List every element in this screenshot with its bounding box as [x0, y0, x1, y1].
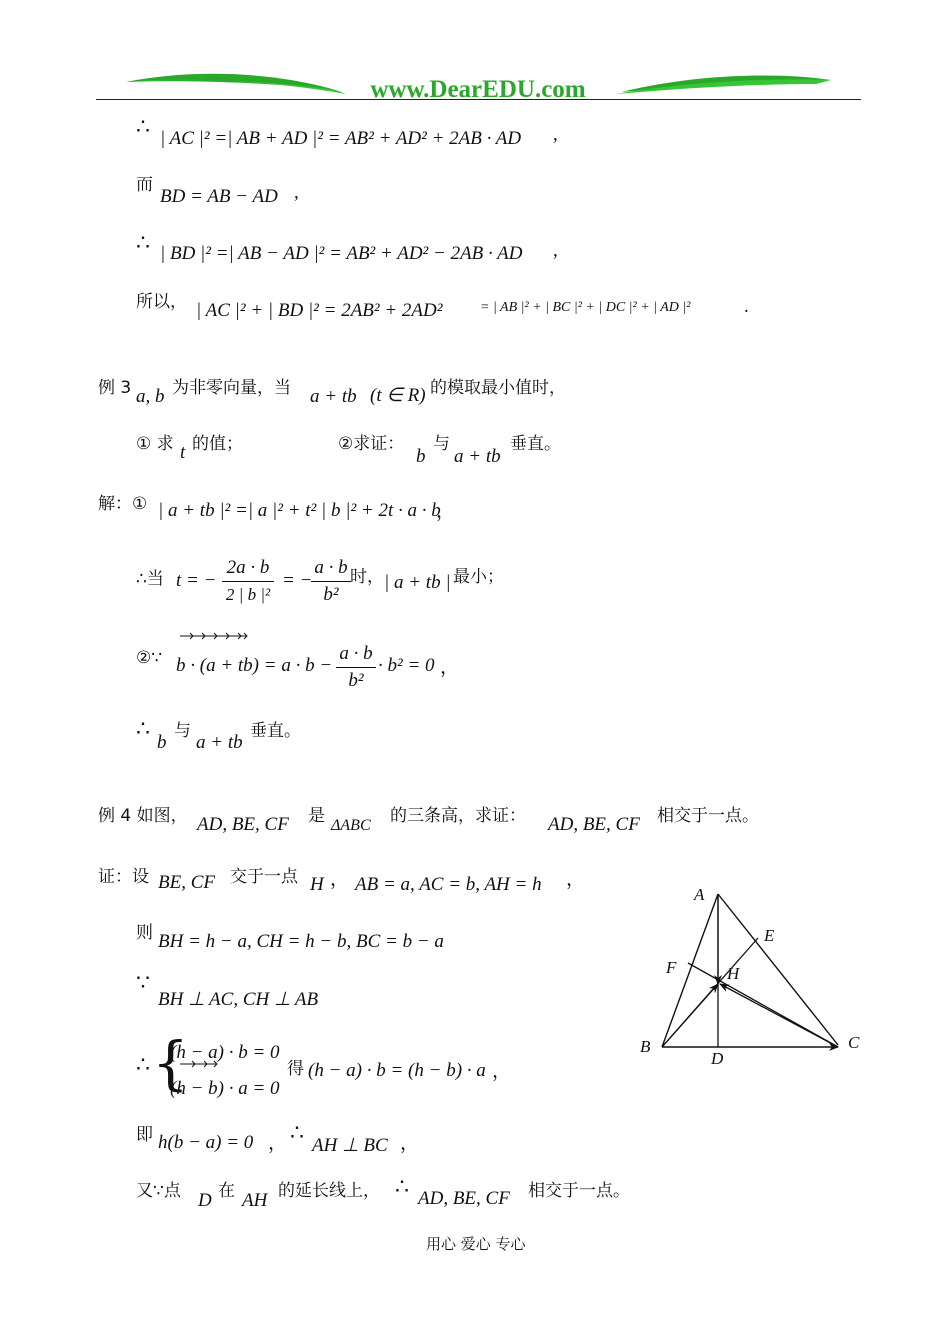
sol3-q2-eq-a: b · (a + tb) = a · b − [176, 655, 333, 676]
proof4-ze: 则 [136, 923, 153, 943]
sol3-eq-minus: = − [282, 570, 313, 591]
label-a: A [694, 885, 705, 904]
label-h: H [727, 964, 740, 983]
proof4-therefore3: ∴ [395, 1174, 409, 1199]
ex3-q2-b: b [416, 446, 426, 467]
proof4-therefore: ∴ [136, 1052, 150, 1077]
proof4-ahbc: AH ⊥ BC [312, 1135, 388, 1156]
proof4-zai: 在 [218, 1181, 235, 1201]
proof4-comma3: ， [492, 1061, 512, 1082]
ex3-expr: a + tb [310, 386, 357, 407]
sol3-shi: 时， [350, 567, 384, 587]
ex4-lines2: AD, BE, CF [548, 814, 640, 835]
sol3-t-eq: t = − [176, 570, 217, 591]
proof4-de: 得 [287, 1059, 304, 1079]
sol3-frac1-num: 2a · b [226, 557, 270, 578]
sol3-norm: | a + tb | [384, 572, 451, 593]
ex3-q2-expr: a + tb [454, 446, 501, 467]
proof4-jiao: 交于一点 [230, 867, 298, 887]
sol3-q2-lead: ②∵ [136, 648, 163, 668]
ex3-cond: (t ∈ R) [370, 385, 426, 406]
ex3-label: 例 3 [98, 378, 132, 398]
proof4-brace: { [152, 1029, 189, 1097]
proof4-comma5: ， [400, 1133, 420, 1154]
altitude-ch [720, 984, 838, 1047]
ex3-text1: 为非零向量，当 [172, 378, 291, 398]
ex4-shi: 是 [308, 806, 325, 826]
sol3-tail1: ， [436, 501, 456, 522]
l1-equation: | AC |² =| AB + AD |² = AB² + AD² + 2AB · AD [160, 128, 522, 149]
sol3-frac3-num: a · b [339, 643, 373, 664]
sol3-frac2-num: a · b [314, 557, 348, 578]
label-c: C [848, 1033, 860, 1052]
proof4-perp: BH ⊥ AC, CH ⊥ AB [158, 989, 319, 1010]
site-logo: www.DearEDU.com [370, 76, 586, 102]
proof4-therefore2: ∴ [290, 1120, 304, 1145]
l4-tail: . [744, 296, 749, 317]
label-d: D [711, 1049, 724, 1068]
l4-eq-right: = | AB |² + | BC |² + | DC |² + | AD |² [480, 300, 691, 315]
ex4-lines: AD, BE, CF [197, 814, 289, 835]
proof4-ji-eq: h(b − a) = 0 [158, 1132, 254, 1153]
proof4-final-end: 相交于一点。 [528, 1181, 630, 1201]
sol3-frac1-den: 2 | b |² [225, 585, 271, 604]
l4-eq-left: | AC |² + | BD |² = 2AB² + 2AD² [196, 300, 443, 321]
label-e: E [764, 926, 775, 945]
proof4-h: H [310, 874, 324, 895]
proof4-d: D [198, 1190, 212, 1211]
proof4-final-lines: AD, BE, CF [418, 1188, 510, 1209]
altitude-bh [662, 984, 718, 1047]
proof4-ah: AH [242, 1190, 268, 1211]
ex4-label: 例 4 如图， [98, 806, 188, 826]
l2-er: 而 [136, 175, 153, 195]
sys1-vector-arrows-icon [178, 1060, 218, 1068]
proof4-result: (h − a) · b = (h − b) · a [308, 1060, 486, 1081]
ex4-text: 的三条高，求证： [390, 806, 526, 826]
sol3-label: 解：① [98, 494, 148, 514]
sol3-conc-therefore: ∴ [136, 716, 150, 741]
proof4-comma2: ， [566, 869, 586, 890]
proof4-label: 证：设 [98, 867, 149, 887]
proof4-ext: 的延长线上， [278, 1181, 380, 1201]
l4-label: 所以， [136, 292, 187, 312]
sol3-conc-b: b [157, 732, 167, 753]
sol3-frac3-den: b² [348, 670, 364, 691]
sol3-dang: ∴当 [136, 569, 164, 589]
proof4-defs: AB = a, AC = b, AH = h [355, 874, 542, 895]
proof4-ji: 即 [136, 1125, 153, 1145]
ex3-q1-t: t [180, 442, 186, 463]
ex4-end: 相交于一点。 [657, 806, 759, 826]
label-b: B [640, 1037, 651, 1056]
proof4-you: 又∵点 [136, 1181, 181, 1201]
ex4-tri: ΔABC [331, 817, 371, 834]
proof4-becf: BE, CF [158, 872, 215, 893]
l3-tail: , [553, 240, 558, 261]
proof4-diffs: BH = h − a, CH = h − b, BC = b − a [158, 931, 444, 952]
sol3-min: 最小； [453, 567, 504, 587]
header-rule [96, 99, 861, 100]
ex3-ab: a, b [136, 386, 165, 407]
l2-equation: BD = AB − AD [160, 186, 278, 207]
l1-therefore: ∴ [136, 114, 150, 139]
ex3-q2-end: 垂直。 [510, 434, 561, 454]
ex3-text2: 的模取最小值时， [430, 378, 566, 398]
triangle-figure [630, 880, 870, 1070]
proof4-comma: ， [330, 869, 350, 890]
sol3-conc-yu: 与 [174, 721, 191, 741]
sol3-eq1: | a + tb |² =| a |² + t² | b |² + 2t · a · b [158, 500, 441, 521]
ex3-q1-num: ① 求 [136, 434, 174, 454]
sol3-frac1 [222, 557, 274, 606]
proof4-sys1: (h − a) · b = 0 [170, 1042, 280, 1063]
l1-tail: , [553, 124, 558, 145]
sol3-frac2-den: b² [323, 584, 339, 605]
header-banner [96, 70, 861, 102]
proof4-sys2: (h − b) · a = 0 [170, 1078, 280, 1099]
sol3-frac3 [336, 643, 376, 692]
footer-text: 用心 爱心 专心 [426, 1235, 526, 1253]
sol3-conc-end: 垂直。 [250, 721, 301, 741]
sol3-frac2 [311, 557, 351, 606]
ex3-q2-yu: 与 [433, 434, 450, 454]
l2-tail: , [294, 182, 299, 203]
sol3-conc-expr: a + tb [196, 732, 243, 753]
vector-arrows-icon [178, 631, 248, 641]
l3-therefore: ∴ [136, 230, 150, 255]
proof4-because: ∵ [136, 970, 150, 995]
l3-equation: | BD |² =| AB − AD |² = AB² + AD² − 2AB · AD [160, 243, 523, 264]
ex3-q1-text: 的值； [192, 434, 243, 454]
sol3-tail2: ， [440, 657, 460, 678]
proof4-comma4: ， [268, 1133, 288, 1154]
label-f: F [666, 958, 677, 977]
ex3-q2-num: ②求证： [338, 434, 405, 454]
sol3-q2-eq-b: · b² = 0 [378, 655, 435, 676]
